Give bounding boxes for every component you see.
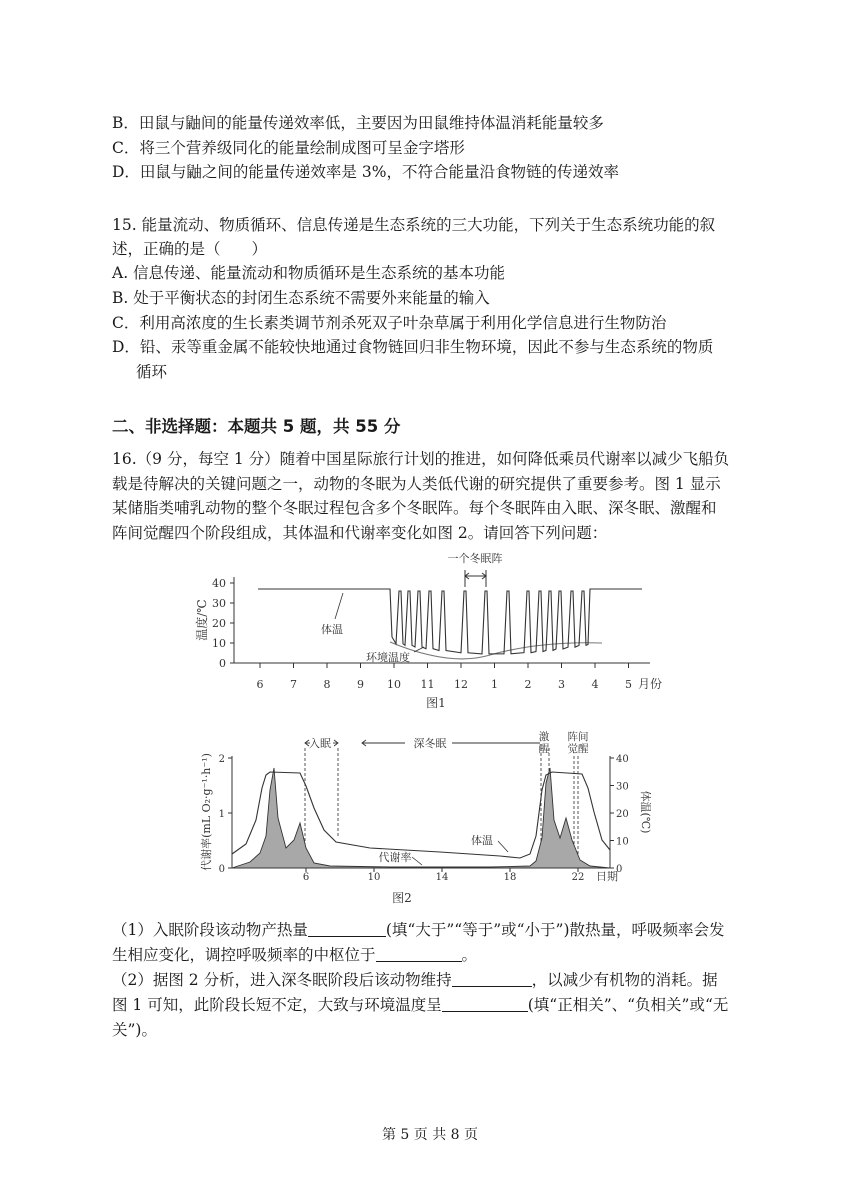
fig1-xtick-label: 7 [290, 678, 297, 691]
figure-1-chart [190, 545, 670, 715]
fig2-left-tick-label: 1 [218, 809, 225, 820]
q16-part2-text-d: (填“正相关”、“负相关”或“无 [527, 996, 729, 1014]
ambient-temp-label: 环境温度 [366, 651, 410, 664]
q16-intro-2: 载是待解决的关键问题之一，动物的冬眠为人类低代谢的研究提供了重要参考。图 1 显示 [112, 475, 721, 493]
fig1-xtick-label: 10 [387, 678, 401, 691]
answer-blank-2[interactable] [376, 946, 462, 962]
fig2-xtick-label: 14 [435, 872, 449, 883]
q16-intro-4: 阵间觉醒四个阶段组成，其体温和代谢率变化如图 2。请回答下列问题： [112, 524, 608, 542]
fig1-xtick-label: 12 [454, 678, 468, 691]
body-temp-label: 体温 [471, 834, 493, 847]
option-c: C．将三个营养级同化的能量绘制成图可呈金字塔形 [112, 139, 465, 157]
fig1-xlabel-unit: 月份 [638, 677, 663, 691]
fig2-right-tick-label: 30 [616, 781, 629, 793]
fig2-right-tick-label: 20 [616, 809, 629, 820]
q16-part2-text-a: （2）据图 2 分析，进入深冬眠阶段后该动物维持 [112, 971, 452, 989]
fig1-xtick-label: 6 [256, 678, 264, 691]
q15-option-d: D．铅、汞等重金属不能较快地通过食物链回归非生物环境，因此不参与生态系统的物质 [112, 338, 714, 356]
metabolic-rate-area [232, 768, 610, 868]
q15-stem: 15. 能量流动、物质循环、信息传递是生态系统的三大功能，下列关于生态系统功能的叙 [112, 216, 716, 234]
fig2-caption: 图2 [392, 891, 412, 905]
fig2-xtick-label: 22 [571, 872, 585, 883]
fig1-xtick-label: 4 [591, 678, 599, 691]
q16-part1-text-b: (填“大于”“等于”或“小于”)散热量，呼吸频率会发 [385, 921, 725, 939]
bout-label: 一个冬眠阵 [447, 552, 503, 565]
fig2-xlabel-unit: 日期 [596, 870, 618, 883]
fig2-right-tick-label: 0 [616, 864, 623, 875]
answer-blank-1[interactable] [308, 921, 386, 937]
body-temp-label: 体温 [321, 623, 343, 636]
metabolic-rate-label: 代谢率 [378, 851, 412, 864]
fig1-xtick-label: 9 [357, 678, 364, 691]
answer-blank-3[interactable] [452, 971, 532, 987]
q16-part1-line2 [112, 945, 477, 965]
fig1-ytick-label: 30 [212, 597, 226, 610]
q16-intro-3: 某储脂类哺乳动物的整个冬眠过程包含多个冬眠阵。每个冬眠阵由入眠、深冬眠、激醒和 [112, 499, 717, 517]
fig2-left-tick-label: 0 [218, 864, 225, 875]
page-footer: 第 5 页 共 8 页 [381, 1127, 479, 1143]
fig1-xtick-label: 1 [491, 678, 498, 691]
fig1-ytick-label: 40 [212, 577, 226, 590]
fig2-right-tick-label: 10 [616, 836, 629, 848]
fig2-right-tick-label: 40 [616, 754, 629, 765]
q16-part1-text-d: 。 [461, 946, 478, 964]
fig2-xtick-label: 10 [367, 872, 381, 883]
fig2-xtick-label: 6 [302, 872, 310, 883]
phase-arousal: 激 [538, 731, 550, 743]
q16-intro-1: 16.（9 分，每空 1 分）随着中国星际旅行计划的推进，如何降低乘员代谢率以减少飞船负 [112, 450, 730, 468]
q16-part1-text-a: （1）入眠阶段该动物产热量 [112, 921, 308, 939]
fig1-xtick-label: 3 [558, 678, 565, 691]
fig2-ylabel-right: 体温(℃) [639, 790, 652, 834]
body-temp-line [258, 589, 642, 654]
q16-part1-text-c: 生相应变化，调控呼吸频率的中枢位于 [112, 946, 376, 964]
option-d: D．田鼠与鼬之间的能量传递效率是 3%，不符合能量沿食物链的传递效率 [112, 163, 619, 181]
q16-part2-line3: 关”)。 [112, 1021, 157, 1039]
q16-part1-line1 [112, 920, 725, 940]
figure-2-chart [190, 728, 670, 908]
q15-option-a: A. 信息传递、能量流动和物质循环是生态系统的基本功能 [112, 264, 506, 282]
fig1-ytick-label: 0 [219, 657, 226, 670]
fig1-ytick-label: 20 [212, 617, 226, 630]
fig2-left-tick-label: 2 [218, 754, 225, 765]
fig2-xtick-label: 18 [503, 872, 517, 883]
phase-deep: 深冬眠 [413, 737, 447, 750]
fig1-ylabel: 温度/℃ [195, 599, 209, 641]
phase-interbout: 阵间 [567, 731, 589, 743]
fig1-xtick-label: 8 [323, 678, 331, 691]
fig1-ytick-label: 10 [212, 637, 226, 650]
phase-arousal-2: 醒 [538, 743, 550, 755]
phase-interbout-2: 觉醒 [567, 743, 589, 755]
phase-entrance: 入眠 [309, 737, 331, 750]
section-heading: 二、非选择题：本题共 5 题，共 55 分 [112, 417, 401, 436]
fig1-xtick-label: 5 [625, 678, 632, 691]
fig2-ylabel-left: 代谢率(mL O₂·g⁻¹·h⁻¹) [200, 753, 213, 871]
fig1-caption: 图1 [426, 696, 446, 710]
q16-part2-text-b: ，以减少有机物的消耗。据 [531, 971, 718, 989]
fig1-axes [234, 577, 650, 663]
answer-blank-4[interactable] [442, 996, 528, 1012]
q15-option-c: C．利用高浓度的生长素类调节剂杀死双子叶杂草属于利用化学信息进行生物防治 [112, 314, 667, 332]
q16-part2-line1 [112, 970, 718, 990]
q16-part2-line2 [112, 995, 728, 1015]
q15-option-d-cont: 循环 [136, 363, 168, 381]
fig1-xtick-label: 11 [420, 678, 435, 691]
q15-option-b: B. 处于平衡状态的封闭生态系统不需要外来能量的输入 [112, 289, 490, 307]
q16-part2-text-c: 图 1 可知，此阶段长短不定，大致与环境温度呈 [112, 996, 442, 1014]
option-b: B．田鼠与鼬间的能量传递效率低，主要因为田鼠维持体温消耗能量较多 [112, 114, 604, 132]
q15-stem-cont: 述，正确的是（ ） [112, 240, 268, 258]
fig1-xtick-label: 2 [524, 678, 532, 691]
